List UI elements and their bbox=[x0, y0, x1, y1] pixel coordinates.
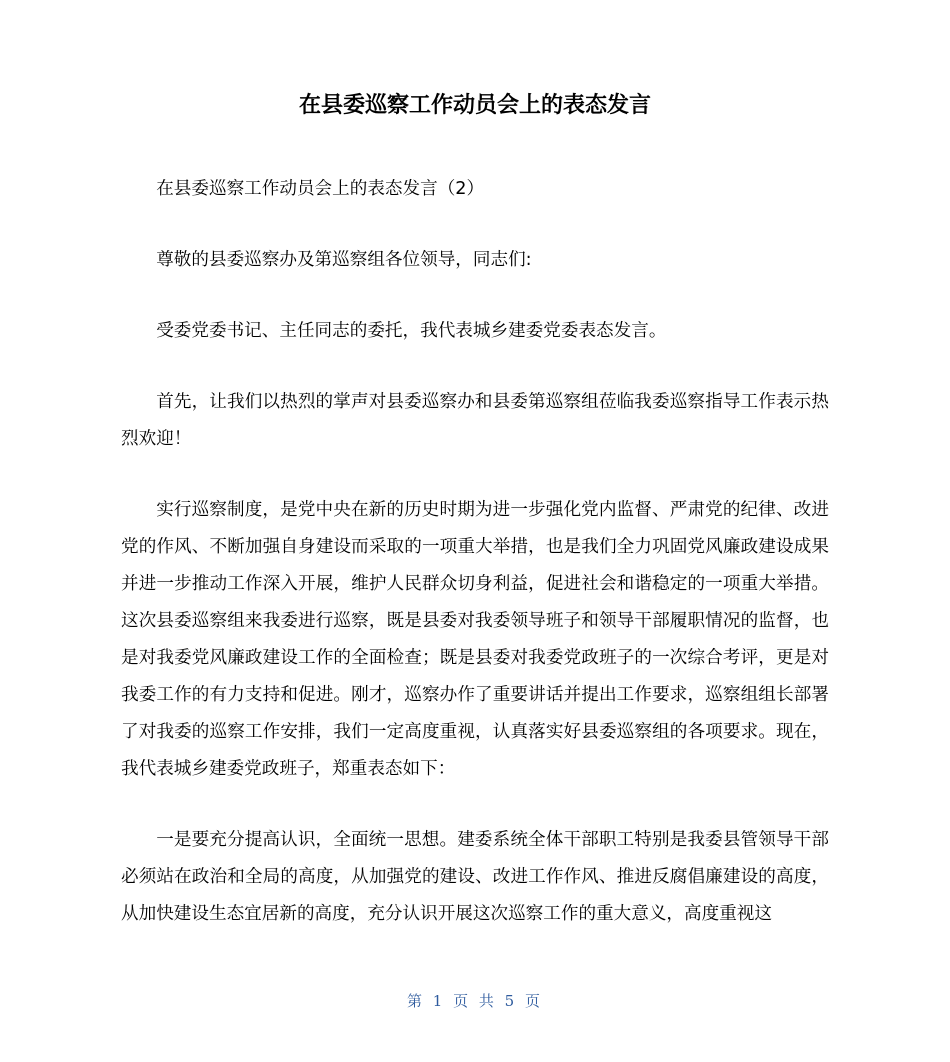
document-title: 在县委巡察工作动员会上的表态发言 bbox=[298, 93, 651, 118]
paragraph-significance: 实行巡察制度，是党中央在新的历史时期为进一步强化党内监督、严肃党的纪律、改进党的作风、不断加强自身建设而采取的一项重大举措，也是我们全力巩固党风廉政建设成果并进一步推动工作深入开展，维护人民群众切身利益，促进社会和谐稳定的一项重大举措。这次县委巡察组来我委进行巡察，既是县委对我委领导班子和领导干部履职情况的监督，也是对我委党风廉政建设工作的全面检查；既是县委对我委党政班子的一次综合考评，更是对我委工作的有力支持和促进。刚才，巡察办作了重要讲话并提出工作要求，巡察组组长部署了对我委的巡察工作安排，我们一定高度重视，认真落实好县委巡察组的各项要求。现在，我代表城乡建委党政班子，郑重表态如下： bbox=[121, 500, 829, 779]
paragraph-point-one: 一是要充分提高认识，全面统一思想。建委系统全体干部职工特别是我委县管领导干部必须站在政治和全局的高度，从加强党的建设、改进工作作风、推进反腐倡廉建设的高度，从加快建设生态宜居新的高度，充分认识开展这次巡察工作的重大意义，高度重视这 bbox=[121, 830, 829, 924]
page-number-footer: 第 1 页 共 5 页 bbox=[407, 992, 543, 1010]
paragraph-welcome: 首先，让我们以热烈的掌声对县委巡察办和县委第巡察组莅临我委巡察指导工作表示热烈欢迎！ bbox=[121, 392, 829, 449]
paragraph-salutation: 尊敬的县委巡察办及第巡察组各位领导，同志们: bbox=[156, 250, 532, 270]
paragraph-subtitle: 在县委巡察工作动员会上的表态发言（2） bbox=[156, 179, 485, 199]
document-body bbox=[121, 171, 829, 967]
paragraph-intro: 受委党委书记、主任同志的委托，我代表城乡建委党委表态发言。 bbox=[156, 321, 667, 341]
